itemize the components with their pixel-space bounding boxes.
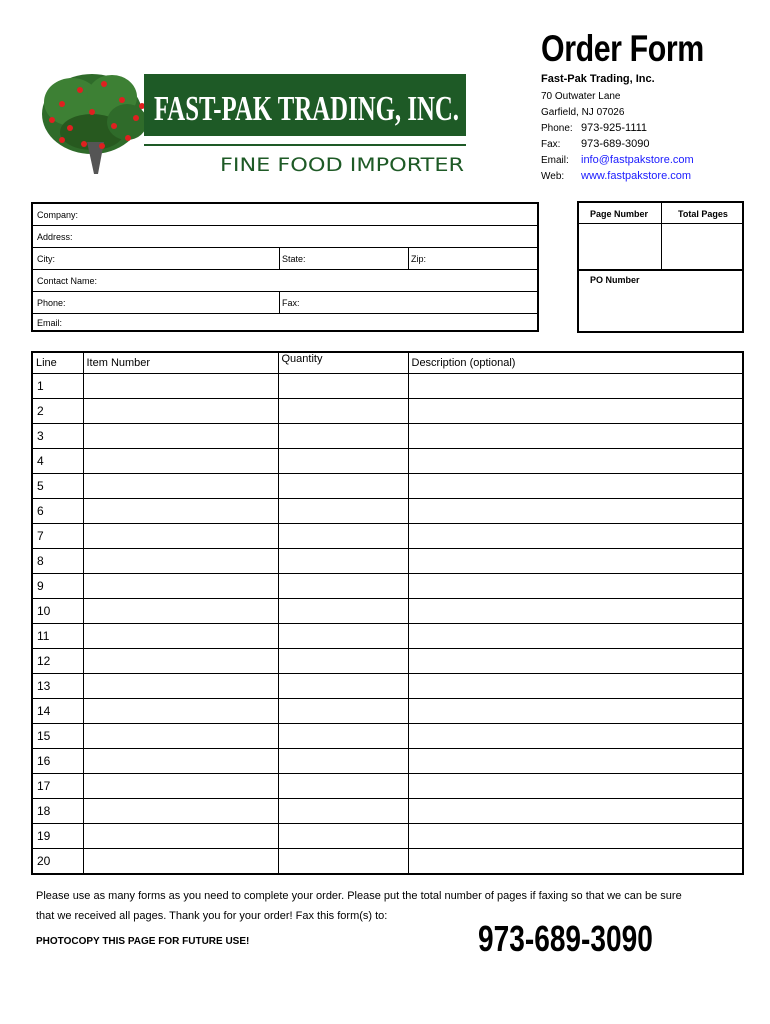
item-number-cell[interactable] [83,499,278,524]
quantity-cell[interactable] [278,374,408,399]
line-number: 6 [32,499,83,524]
table-row [32,749,743,774]
table-row [32,624,743,649]
address-label: Address: [37,232,73,242]
quantity-cell[interactable] [278,724,408,749]
address-row[interactable] [33,226,537,248]
table-row [32,449,743,474]
city-row[interactable] [33,248,537,270]
description-cell[interactable] [408,449,743,474]
item-number-cell[interactable] [83,724,278,749]
line-number: 7 [32,524,83,549]
instructions-text: Please use as many forms as you need to complete your order. Please put the total number of pages if faxing so that we can be sure that we received all pages. Thank you for your order! Fax this form(s) to: [36,890,682,922]
description-cell[interactable] [408,699,743,724]
item-number-cell[interactable] [83,649,278,674]
line-number: 14 [32,699,83,724]
line-number: 15 [32,724,83,749]
quantity-cell[interactable] [278,674,408,699]
table-row [32,524,743,549]
fax-value: 973-689-3090 [581,138,650,150]
description-header: Description (optional) [408,352,743,374]
po-number-label: PO Number [590,275,640,285]
item-number-cell[interactable] [83,849,278,875]
total-pages-label: Total Pages [678,209,728,219]
line-number: 17 [32,774,83,799]
page-info-box [577,201,744,333]
customer-email-label: Email: [37,318,63,328]
line-number: 5 [32,474,83,499]
logo-name: FAST-PAK TRADING, INC. [154,89,459,128]
page-title: Order Form [541,28,704,69]
quantity-cell[interactable] [278,774,408,799]
item-number-cell[interactable] [83,449,278,474]
quantity-cell[interactable] [278,849,408,875]
email-label: Email: [541,155,569,166]
quantity-header: Quantity [278,352,408,374]
fax-label: Fax: [541,139,561,150]
web-link[interactable]: www.fastpakstore.com [581,170,692,182]
item-number-cell[interactable] [83,549,278,574]
page-number-label: Page Number [590,209,649,219]
zip-label: Zip: [411,254,427,264]
page-number-field[interactable] [581,225,659,268]
customer-fax-label: Fax: [282,298,300,308]
description-cell[interactable] [408,399,743,424]
description-cell[interactable] [408,674,743,699]
description-cell[interactable] [408,524,743,549]
description-cell[interactable] [408,824,743,849]
quantity-cell[interactable] [278,449,408,474]
line-header: Line [32,352,83,374]
description-cell[interactable] [408,799,743,824]
line-number: 12 [32,649,83,674]
quantity-cell[interactable] [278,624,408,649]
customer-phone-label: Phone: [37,298,66,308]
address-line1: 70 Outwater Lane [541,91,621,102]
items-table [31,351,744,875]
quantity-cell[interactable] [278,699,408,724]
description-cell[interactable] [408,549,743,574]
item-number-cell[interactable] [83,624,278,649]
line-number: 16 [32,749,83,774]
table-row [32,499,743,524]
line-number: 1 [32,374,83,399]
line-number: 4 [32,449,83,474]
quantity-cell[interactable] [278,399,408,424]
item-number-cell[interactable] [83,374,278,399]
table-row [32,699,743,724]
item-number-cell[interactable] [83,824,278,849]
description-cell[interactable] [408,474,743,499]
quantity-cell[interactable] [278,749,408,774]
city-label: City: [37,254,55,264]
description-cell[interactable] [408,724,743,749]
phone-row[interactable] [33,292,537,314]
table-row [32,474,743,499]
quantity-cell[interactable] [278,824,408,849]
quantity-cell[interactable] [278,599,408,624]
line-number: 8 [32,549,83,574]
item-number-cell[interactable] [83,749,278,774]
contact-label: Contact Name: [37,276,98,286]
quantity-cell[interactable] [278,649,408,674]
table-row [32,574,743,599]
line-number: 20 [32,849,83,875]
table-row [32,849,743,875]
email-link[interactable]: info@fastpakstore.com [581,154,694,166]
table-row [32,549,743,574]
description-cell[interactable] [408,574,743,599]
description-cell[interactable] [408,374,743,399]
fax-number: 973-689-3090 [478,918,653,959]
quantity-cell[interactable] [278,499,408,524]
line-number: 9 [32,574,83,599]
contact-row[interactable] [33,270,537,292]
description-cell[interactable] [408,849,743,875]
item-number-cell[interactable] [83,799,278,824]
line-number: 18 [32,799,83,824]
quantity-cell[interactable] [278,424,408,449]
total-pages-field[interactable] [663,225,743,268]
line-number: 19 [32,824,83,849]
table-row [32,824,743,849]
item-number-cell[interactable] [83,574,278,599]
table-row [32,724,743,749]
line-number: 2 [32,399,83,424]
email-row[interactable] [33,314,537,332]
company-logo [32,62,472,182]
description-cell[interactable] [408,424,743,449]
photocopy-note: PHOTOCOPY THIS PAGE FOR FUTURE USE! [36,936,250,947]
item-number-cell[interactable] [83,524,278,549]
item-number-cell[interactable] [83,599,278,624]
item-number-cell[interactable] [83,774,278,799]
quantity-cell[interactable] [278,549,408,574]
company-name: Fast-Pak Trading, Inc. [541,73,655,85]
company-label: Company: [37,210,79,220]
item-number-cell[interactable] [83,699,278,724]
table-row [32,399,743,424]
description-cell[interactable] [408,649,743,674]
description-cell[interactable] [408,774,743,799]
table-row [32,424,743,449]
table-row [32,374,743,399]
description-cell[interactable] [408,499,743,524]
table-row [32,599,743,624]
state-label: State: [282,254,306,264]
description-cell[interactable] [408,624,743,649]
table-row [32,774,743,799]
web-label: Web: [541,171,565,182]
tree-icon [42,74,147,174]
quantity-cell[interactable] [278,524,408,549]
quantity-cell[interactable] [278,574,408,599]
item-number-cell[interactable] [83,474,278,499]
table-row [32,649,743,674]
description-cell[interactable] [408,749,743,774]
customer-info-box [31,202,539,332]
item-number-header: Item Number [83,352,278,374]
line-number: 10 [32,599,83,624]
line-number: 11 [32,624,83,649]
line-number: 13 [32,674,83,699]
item-number-cell[interactable] [83,399,278,424]
table-row [32,799,743,824]
phone-value: 973-925-1111 [581,122,648,134]
phone-label: Phone: [541,123,573,134]
item-number-cell[interactable] [83,674,278,699]
logo-tagline: FINE FOOD IMPORTER [220,154,464,176]
items-header-row [32,352,743,374]
item-number-cell[interactable] [83,424,278,449]
quantity-cell[interactable] [278,799,408,824]
description-cell[interactable] [408,599,743,624]
table-row [32,674,743,699]
address-line2: Garfield, NJ 07026 [541,107,625,118]
quantity-cell[interactable] [278,474,408,499]
company-row[interactable] [33,204,537,226]
line-number: 3 [32,424,83,449]
